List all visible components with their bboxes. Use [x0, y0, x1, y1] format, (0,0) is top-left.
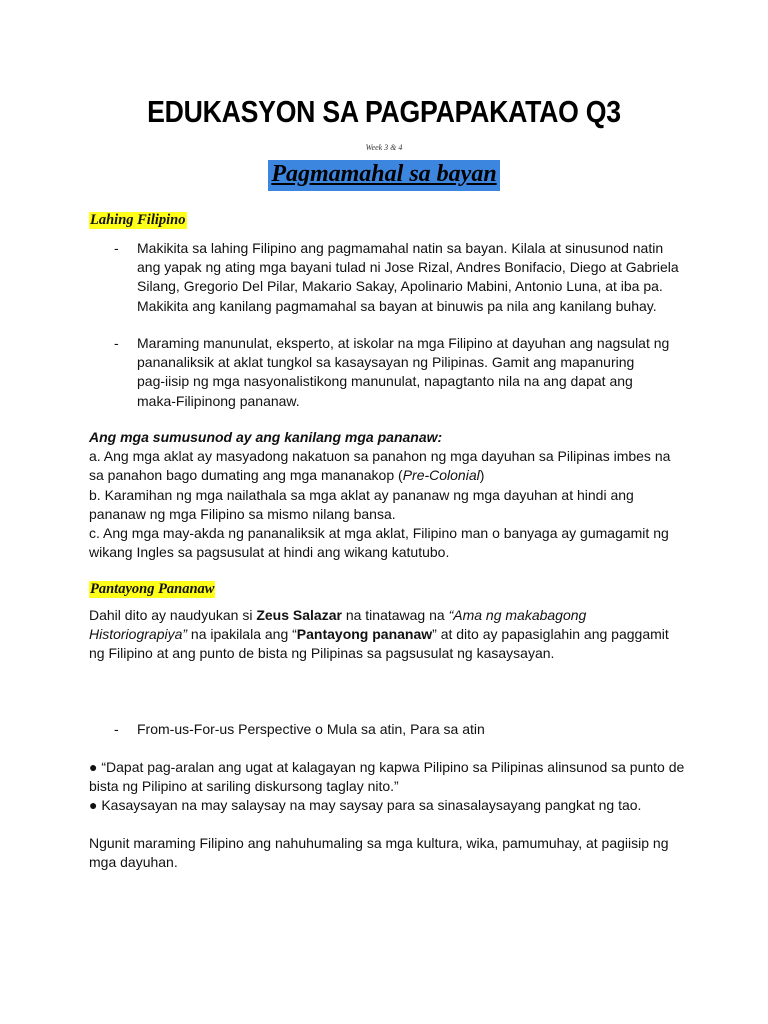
- pantayong-pananaw-term: Pantayong pananaw: [296, 626, 433, 643]
- dot-point-line: ● Kasaysayan na may salaysay na may saysay para sa sinasalaysayang pangkat ng tao.: [89, 797, 642, 814]
- bullet-line: Maraming manunulat, eksperto, at iskolar na mga Filipino at dayuhan ang nagsulat ng: [137, 335, 670, 351]
- view-a-line: [89, 466, 689, 485]
- bullet-line: Makikita sa lahing Filipino ang pagmamahal natin sa bayan. Kilala at sinusunod natin: [137, 240, 664, 256]
- bullet-line: Makikita ang kanilang pagmamahal sa bayan at binuwis pa nila ang kanilang buhay.: [137, 297, 657, 314]
- bullet-line: pananaliksik at aklat tungkol sa kasaysayan ng Pilipinas. Gamit ang mapanuring: [137, 354, 635, 371]
- text-run: na ipakilala ang “: [187, 626, 297, 643]
- view-b-line: b. Karamihan ng mga nailathala sa mga aklat ay pananaw ng mga dayuhan at hindi ang: [89, 486, 634, 503]
- closing-paragraph: [89, 834, 689, 872]
- dot-points: [89, 758, 689, 816]
- dot-point-line: ● “Dapat pag-aralan ang ugat at kalagayan ng kapwa Pilipino sa Pilipinas alinsunod sa punto de: [89, 759, 685, 775]
- views-block: [89, 428, 689, 562]
- bullet-line: pag-iisip ng mga nasyonalistikong manunulat, napagtanto nila na ang dapat ang: [137, 373, 633, 390]
- text-run: na tinatawag na: [341, 607, 449, 623]
- bullet-line: ang yapak ng ating mga bayani tulad ni Jose Rizal, Andres Bonifacio, Diego at Gabriela: [137, 259, 679, 276]
- intro-line: [89, 625, 689, 644]
- closing-line: Ngunit maraming Filipino ang nahuhumaling sa mga kultura, wika, pamumuhay, at pagiisip ng: [89, 835, 669, 851]
- bullet-item: [137, 239, 682, 316]
- text-run: sa panahon bago dumating ang mga mananakop (: [89, 467, 403, 484]
- dot-point-line: bista ng Pilipino at sariling diskursong taglay nito.”: [89, 778, 399, 795]
- view-c-line: c. Ang mga may-akda ng pananaliksik at mga aklat, Filipino man o banyaga ay gumagamit ng: [89, 525, 669, 542]
- pre-colonial-term: Pre-Colonial: [402, 467, 480, 484]
- view-a-line: a. Ang mga aklat ay masyadong nakatuon sa panahon ng mga dayuhan sa Pilipinas imbes na: [89, 448, 671, 465]
- section-heading-lahing-filipino: Lahing Filipino: [90, 212, 186, 228]
- bullet-marker: -: [114, 335, 119, 351]
- quoted-title: “Ama ng makabagong: [448, 607, 587, 623]
- text-run: Dahil dito ay naudyukan si: [89, 607, 257, 623]
- document-subtitle: Week 3 & 4: [365, 143, 403, 152]
- quoted-title: Historiograpiya”: [89, 626, 188, 643]
- view-b-line: pananaw ng mga Filipino sa mismo nilang bansa.: [89, 505, 396, 522]
- document-title: EDUKASYON SA PAGPAPAKATAO Q3: [147, 94, 621, 129]
- section-heading-pantayong-pananaw: Pantayong Pananaw: [90, 581, 215, 597]
- intro-paragraph: [89, 606, 689, 664]
- main-heading: Pagmamahal sa bayan: [268, 160, 499, 191]
- bullet-line: Silang, Gregorio Del Pilar, Makario Sakay, Apolinario Mabini, Antonio Luna, at iba pa.: [137, 278, 663, 295]
- intro-line: ng Filipino at ang punto de bista ng Pilipinas sa pagsusulat ng kasaysayan.: [89, 645, 555, 662]
- main-heading-wrapper: [0, 160, 768, 191]
- bullet-marker: -: [114, 721, 119, 737]
- zeus-salazar-name: Zeus Salazar: [256, 607, 342, 623]
- closing-line: mga dayuhan.: [89, 854, 178, 871]
- text-run: ): [479, 467, 485, 484]
- bullet-item: From-us-For-us Perspective o Mula sa atin, Para sa atin: [137, 721, 485, 737]
- bullet-marker: -: [114, 240, 119, 256]
- bullet-item: [137, 334, 682, 411]
- intro-line: [89, 606, 689, 625]
- text-run: ” at dito ay papasiglahin ang paggamit: [432, 626, 669, 643]
- views-heading: Ang mga sumusunod ay ang kanilang mga pananaw:: [89, 429, 443, 445]
- view-c-line: wikang Ingles sa pagsusulat at hindi ang wikang katutubo.: [89, 544, 450, 561]
- bullet-line: maka-Filipinong pananaw.: [137, 392, 300, 409]
